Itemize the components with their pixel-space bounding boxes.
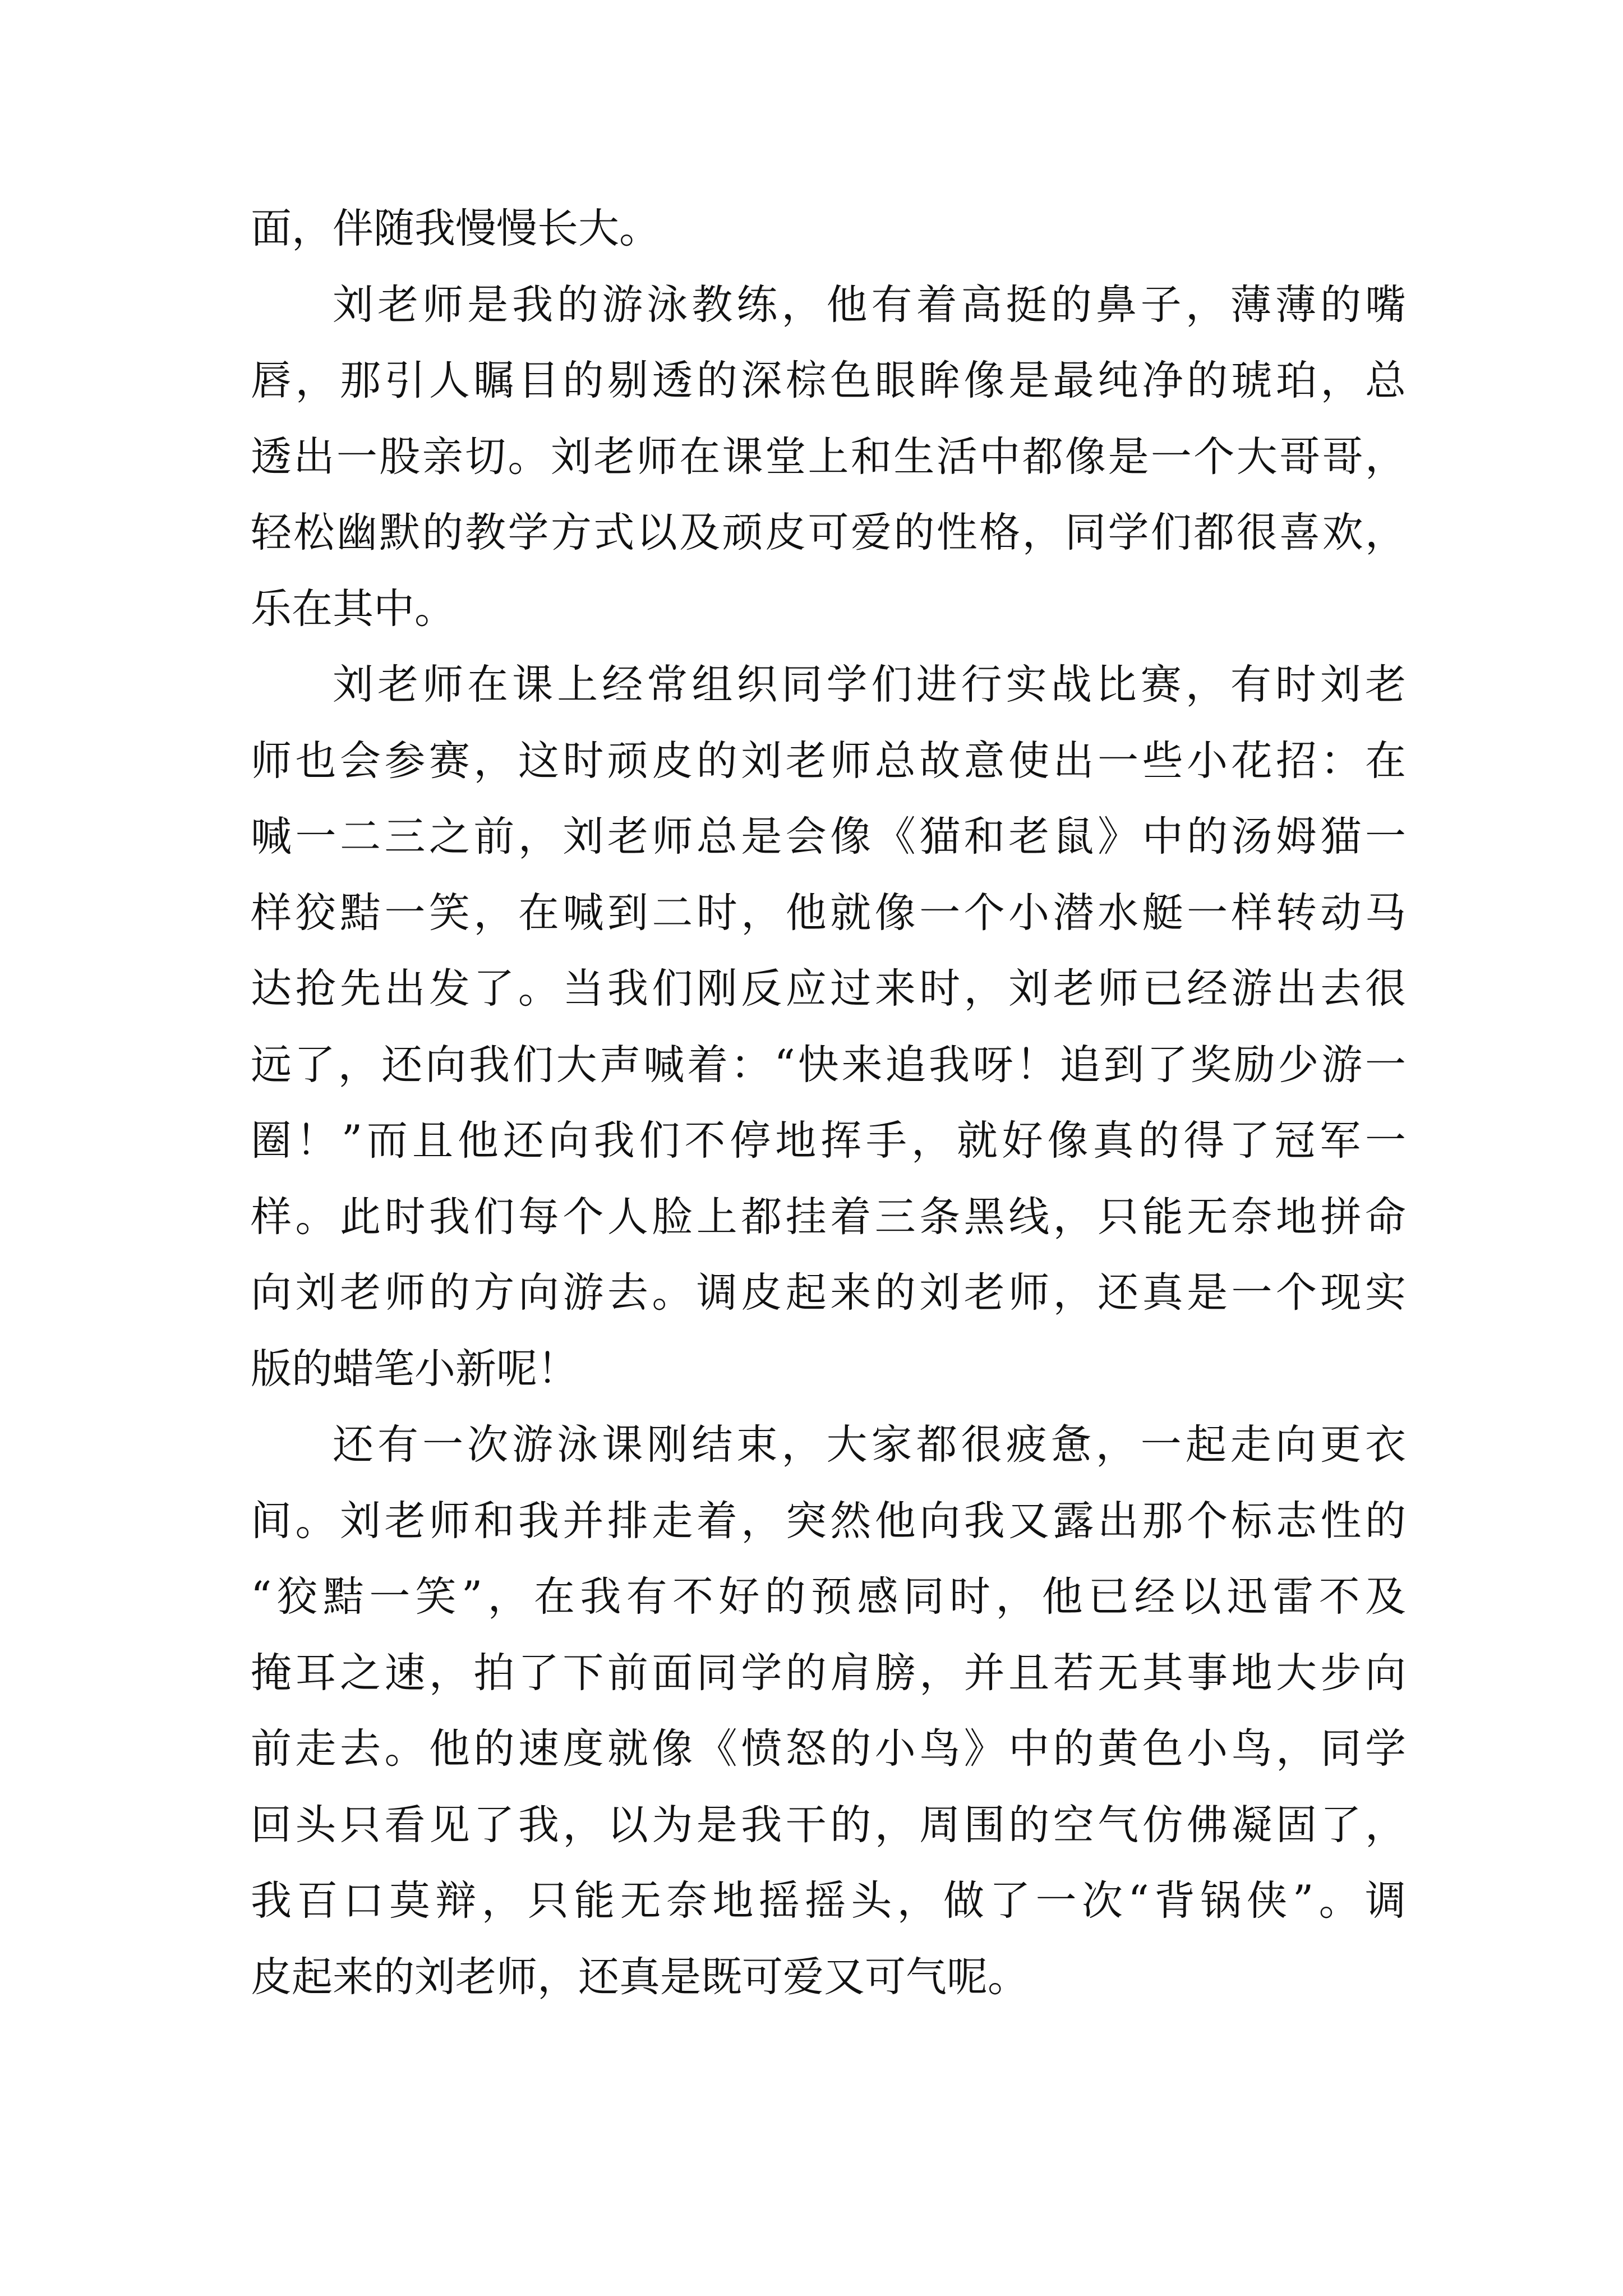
text-line: 向刘老师的方向游去。调皮起来的刘老师，还真是一个现实 bbox=[251, 1269, 1406, 1317]
text-line: 面，伴随我慢慢长大。 bbox=[251, 205, 660, 252]
text-line: “狡黠一笑”，在我有不好的预感同时，他已经以迅雷不及 bbox=[251, 1573, 1406, 1621]
paragraph-first-line: 刘老师是我的游泳教练，他有着高挺的鼻子，薄薄的嘴 bbox=[333, 280, 1406, 329]
text-line: 前走去。他的速度就像《愤怒的小鸟》中的黄色小鸟，同学 bbox=[251, 1725, 1406, 1773]
text-line: 远了，还向我们大声喊着：“快来追我呀！追到了奖励少游一 bbox=[251, 1041, 1406, 1089]
text-line: 唇，那引人瞩目的剔透的深棕色眼眸像是最纯净的琥珀，总 bbox=[251, 357, 1406, 404]
text-line: 喊一二三之前，刘老师总是会像《猫和老鼠》中的汤姆猫一 bbox=[251, 813, 1406, 861]
text-line: 间。刘老师和我并排走着，突然他向我又露出那个标志性的 bbox=[251, 1497, 1406, 1545]
text-line: 师也会参赛，这时顽皮的刘老师总故意使出一些小花招：在 bbox=[251, 737, 1406, 785]
text-line: 皮起来的刘老师，还真是既可爱又可气呢。 bbox=[251, 1953, 1029, 2001]
text-line: 我百口莫辩，只能无奈地摇摇头，做了一次“背锅侠”。调 bbox=[251, 1877, 1406, 1925]
text-line: 掩耳之速，拍了下前面同学的肩膀，并且若无其事地大步向 bbox=[251, 1649, 1406, 1697]
text-line: 样狡黠一笑，在喊到二时，他就像一个小潜水艇一样转动马 bbox=[251, 889, 1406, 937]
essay-body-text bbox=[251, 191, 1406, 2015]
text-line: 乐在其中。 bbox=[251, 585, 455, 633]
text-line: 回头只看见了我，以为是我干的，周围的空气仿佛凝固了， bbox=[251, 1801, 1406, 1849]
text-line: 样。此时我们每个人脸上都挂着三条黑线，只能无奈地拼命 bbox=[251, 1193, 1406, 1241]
text-line: 达抢先出发了。当我们刚反应过来时，刘老师已经游出去很 bbox=[251, 965, 1406, 1013]
paragraph-first-line: 刘老师在课上经常组织同学们进行实战比赛，有时刘老 bbox=[333, 661, 1406, 708]
text-line: 圈！”而且他还向我们不停地挥手，就好像真的得了冠军一 bbox=[251, 1117, 1406, 1165]
text-line: 版的蜡笔小新呢！ bbox=[251, 1345, 578, 1393]
text-line: 轻松幽默的教学方式以及顽皮可爱的性格，同学们都很喜欢， bbox=[251, 509, 1406, 556]
paragraph-first-line: 还有一次游泳课刚结束，大家都很疲惫，一起走向更衣 bbox=[333, 1421, 1406, 1469]
text-line: 透出一股亲切。刘老师在课堂上和生活中都像是一个大哥哥， bbox=[251, 432, 1406, 481]
